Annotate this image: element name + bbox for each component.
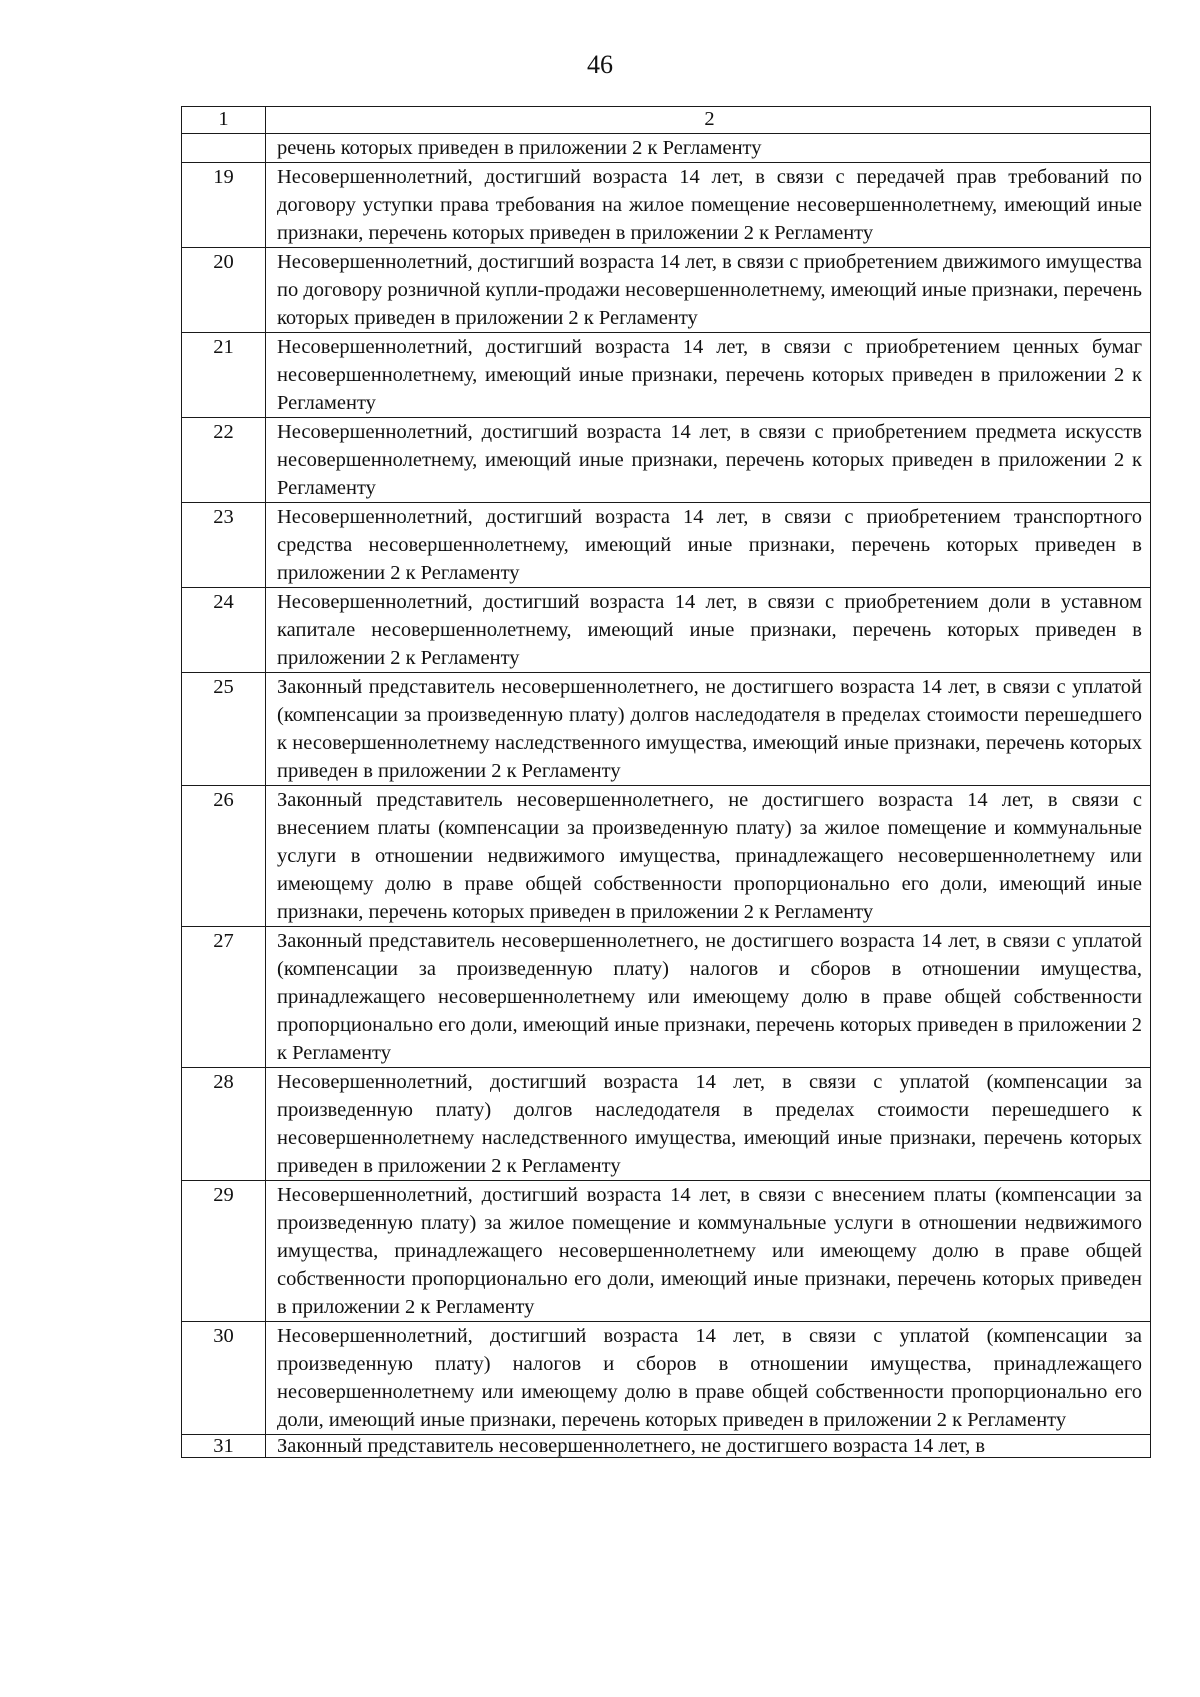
row-number: 25 — [182, 673, 266, 786]
row-text: Несовершеннолетний, достигший возраста 14 лет, в связи с уплатой (компенсации за произведенную плату) налогов и сборов в отношении имущества, принадлежащего несовершеннолетнему или имеющему долю в праве общей собственности пропорционально его доли, имеющий иные признаки, перечень которых приведен в приложении 2 к Регламенту — [266, 1322, 1151, 1435]
row-text: Законный представитель несовершеннолетнего, не достигшего возраста 14 лет, в связи с внесением платы (компенсации за произведенную плату) за жилое помещение и коммунальные услуги в отношении недвижимого имущества, принадлежащего несовершеннолетнему или имеющему долю в праве общей собственности пропорционально его доли, имеющий иные признаки, перечень которых приведен в приложении 2 к Регламенту — [266, 786, 1151, 927]
table-row — [182, 588, 1151, 673]
row-text: Несовершеннолетний, достигший возраста 14 лет, в связи с приобретением транспортного средства несовершеннолетнему, имеющий иные признаки, перечень которых приведен в приложении 2 к Регламенту — [266, 503, 1151, 588]
header-col-1: 1 — [182, 107, 266, 134]
page-number: 46 — [587, 50, 613, 79]
table-header-row — [182, 107, 1151, 134]
table-row — [182, 418, 1151, 503]
row-number: 31 — [182, 1435, 266, 1458]
row-number: 30 — [182, 1322, 266, 1435]
table-row — [182, 134, 1151, 163]
table-body — [182, 107, 1151, 1458]
row-number: 26 — [182, 786, 266, 927]
row-number: 23 — [182, 503, 266, 588]
row-number: 22 — [182, 418, 266, 503]
table-row — [182, 503, 1151, 588]
table-row — [182, 248, 1151, 333]
row-number: 28 — [182, 1068, 266, 1181]
table-row — [182, 1068, 1151, 1181]
row-text: Законный представитель несовершеннолетнего, не достигшего возраста 14 лет, в связи с уплатой (компенсации за произведенную плату) долгов наследодателя в пределах стоимости перешедшего к несовершеннолетнему наследственного имущества, имеющий иные признаки, перечень которых приведен в приложении 2 к Регламенту — [266, 673, 1151, 786]
row-number: 21 — [182, 333, 266, 418]
row-number: 24 — [182, 588, 266, 673]
table-row — [182, 163, 1151, 248]
row-number: 29 — [182, 1181, 266, 1322]
table-row — [182, 1322, 1151, 1435]
row-text: Несовершеннолетний, достигший возраста 14 лет, в связи с приобретением предмета искусств несовершеннолетнему, имеющий иные признаки, перечень которых приведен в приложении 2 к Регламенту — [266, 418, 1151, 503]
row-text: Несовершеннолетний, достигший возраста 14 лет, в связи с передачей прав требований по договору уступки права требования на жилое помещение несовершеннолетнему, имеющий иные признаки, перечень которых приведен в приложении 2 к Регламенту — [266, 163, 1151, 248]
document-table — [181, 106, 1151, 1458]
header-col-2: 2 — [266, 107, 1151, 134]
row-number — [182, 134, 266, 163]
row-text: Несовершеннолетний, достигший возраста 14 лет, в связи с внесением платы (компенсации за произведенную плату) за жилое помещение и коммунальные услуги в отношении недвижимого имущества, принадлежащего несовершеннолетнему или имеющему долю в праве общей собственности пропорционально его доли, имеющий иные признаки, перечень которых приведен в приложении 2 к Регламенту — [266, 1181, 1151, 1322]
table-row — [182, 333, 1151, 418]
table-row — [182, 786, 1151, 927]
table-row — [182, 673, 1151, 786]
row-text: Несовершеннолетний, достигший возраста 14 лет, в связи с приобретением доли в уставном капитале несовершеннолетнему, имеющий иные признаки, перечень которых приведен в приложении 2 к Регламенту — [266, 588, 1151, 673]
row-text: Законный представитель несовершеннолетнего, не достигшего возраста 14 лет, в — [266, 1435, 1151, 1458]
row-number: 19 — [182, 163, 266, 248]
row-text: Законный представитель несовершеннолетнего, не достигшего возраста 14 лет, в связи с уплатой (компенсации за произведенную плату) налогов и сборов в отношении имущества, принадлежащего несовершеннолетнему или имеющему долю в праве общей собственности пропорционально его доли, имеющий иные признаки, перечень которых приведен в приложении 2 к Регламенту — [266, 927, 1151, 1068]
table-row — [182, 1181, 1151, 1322]
row-text: Несовершеннолетний, достигший возраста 14 лет, в связи с уплатой (компенсации за произведенную плату) долгов наследодателя в пределах стоимости перешедшего к несовершеннолетнему наследственного имущества, имеющий иные признаки, перечень которых приведен в приложении 2 к Регламенту — [266, 1068, 1151, 1181]
row-text: Несовершеннолетний, достигший возраста 14 лет, в связи с приобретением движимого имущества по договору розничной купли-продажи несовершеннолетнему, имеющий иные признаки, перечень которых приведен в приложении 2 к Регламенту — [266, 248, 1151, 333]
row-text: речень которых приведен в приложении 2 к Регламенту — [266, 134, 1151, 163]
row-number: 27 — [182, 927, 266, 1068]
table-row — [182, 927, 1151, 1068]
row-text: Несовершеннолетний, достигший возраста 14 лет, в связи с приобретением ценных бумаг несовершеннолетнему, имеющий иные признаки, перечень которых приведен в приложении 2 к Регламенту — [266, 333, 1151, 418]
table-row — [182, 1435, 1151, 1458]
row-number: 20 — [182, 248, 266, 333]
